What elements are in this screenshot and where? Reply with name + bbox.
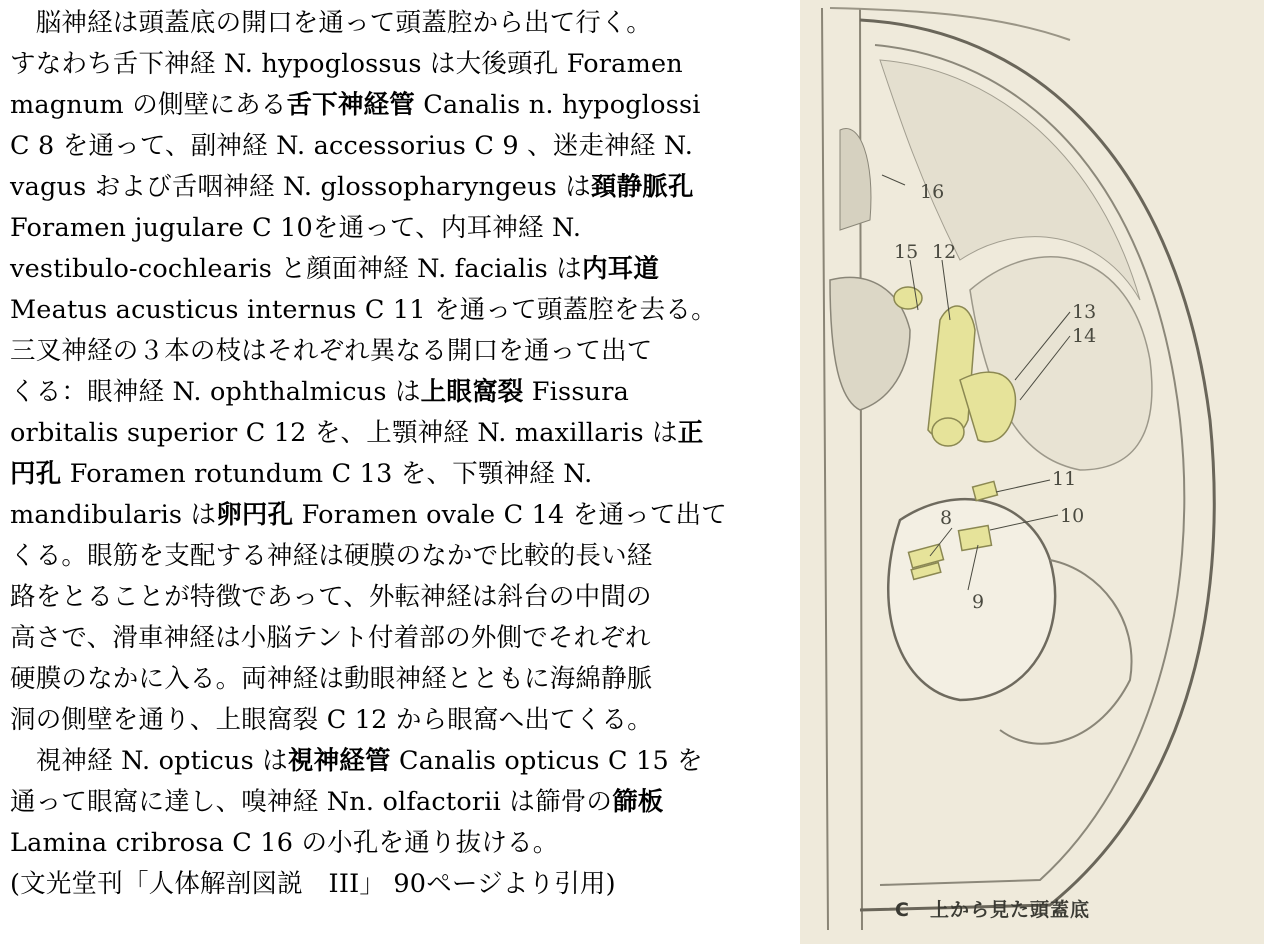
text-line: Meatus acusticus internus C 11 を通って頭蓋腔を去る。 <box>10 295 717 325</box>
text-line: 硬膜のなかに入る。両神経は動眼神経とともに海綿静脈 <box>10 664 653 694</box>
text-run: 視神経 N. opticus は <box>10 746 288 776</box>
text-line <box>10 168 694 206</box>
text-run: くる：眼神経 N. ophthalmicus は <box>10 377 421 407</box>
text-line: 路をとることが特徴であって、外転神経は斜台の中間の <box>10 582 652 612</box>
text-line: Lamina cribrosa C 16 の小孔を通り抜ける。 <box>10 828 559 858</box>
text-run: Canalis n. hypoglossi <box>414 90 701 120</box>
label-16: 16 <box>920 181 945 203</box>
bold-term: 円孔 <box>10 459 62 489</box>
text-line: 脳神経は頭蓋底の開口を通って頭蓋腔から出て行く。 <box>10 8 652 38</box>
label-10: 10 <box>1060 505 1085 527</box>
figure-caption: C 上から見た頭蓋底 <box>895 899 1090 921</box>
bold-term: 上眼窩裂 <box>420 377 524 407</box>
bold-term: 内耳道 <box>581 254 660 284</box>
text-line: 洞の側壁を通り、上眼窩裂 C 12 から眼窩へ出てくる。 <box>10 705 653 735</box>
label-15: 15 <box>894 241 919 263</box>
text-line <box>10 86 701 124</box>
bold-term: 頚静脈孔 <box>590 172 694 202</box>
text-line <box>10 496 727 534</box>
text-run: 通って眼窩に達し、嗅神経 Nn. olfactorii は篩骨の <box>10 787 613 817</box>
label-9: 9 <box>972 591 985 613</box>
text-run: Foramen rotundum C 13 を、下顎神経 N. <box>61 459 593 489</box>
skull-base-illustration <box>800 0 1264 944</box>
bold-term: 卵円孔 <box>216 500 294 530</box>
bold-term: 舌下神経管 <box>286 90 415 120</box>
text-line: C 8 を通って、副神経 N. accessorius C 9 、迷走神経 N. <box>10 131 694 161</box>
text-run: vagus および舌咽神経 N. glossopharyngeus は <box>10 172 591 202</box>
text-line: Foramen jugulare C 10を通って、内耳神経 N. <box>10 213 582 243</box>
text-line: (文光堂刊「人体解剖図説 III」 90ページより引用) <box>10 869 616 899</box>
text-line <box>10 373 629 411</box>
text-line: 三叉神経の３本の枝はそれぞれ異なる開口を通って出て <box>10 336 653 366</box>
text-run: magnum の側壁にある <box>10 90 287 120</box>
skull-base-figure <box>800 0 1264 944</box>
text-line <box>10 414 703 452</box>
text-run: vestibulo-cochlearis と顔面神経 N. facialis は <box>10 254 582 284</box>
text-line: 高さで、滑車神経は小脳テント付着部の外側でそれぞれ <box>10 623 651 653</box>
label-11: 11 <box>1052 468 1077 490</box>
label-12: 12 <box>932 241 957 263</box>
label-13: 13 <box>1072 301 1097 323</box>
text-run: mandibularis は <box>10 500 217 530</box>
text-line <box>10 455 593 493</box>
text-line: すなわち舌下神経 N. hypoglossus は大後頭孔 Foramen <box>10 49 683 79</box>
text-line <box>10 250 659 288</box>
text-run: Fissura <box>523 377 630 407</box>
label-8: 8 <box>940 507 953 529</box>
text-run: Foramen ovale C 14 を通って出て <box>293 500 727 530</box>
text-line: くる。眼筋を支配する神経は硬膜のなかで比較的長い経 <box>10 541 653 571</box>
bold-term: 視神経管 <box>287 746 391 776</box>
label-14: 14 <box>1072 325 1097 347</box>
text-line <box>10 742 703 780</box>
bold-term: 正 <box>677 418 704 448</box>
text-line <box>10 783 664 821</box>
text-run: Canalis opticus C 15 を <box>390 746 703 776</box>
bold-term: 篩板 <box>612 787 664 817</box>
text-run: orbitalis superior C 12 を、上顎神経 N. maxillaris は <box>10 418 678 448</box>
